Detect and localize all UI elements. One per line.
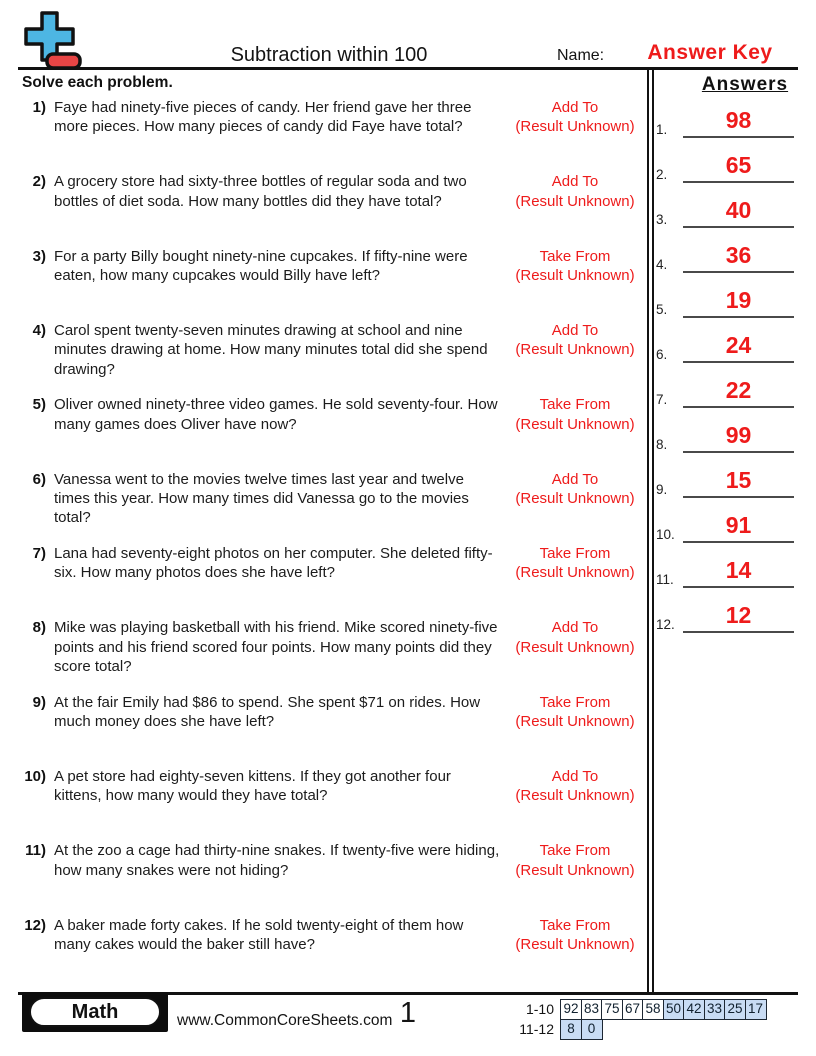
problem-row-4 xyxy=(22,321,648,395)
header-divider xyxy=(18,67,798,70)
answer-row-4 xyxy=(650,232,802,277)
answer-blank-line xyxy=(683,271,794,273)
answer-row-8 xyxy=(650,412,802,457)
problem-row-7 xyxy=(22,544,648,618)
answer-number: 2. xyxy=(656,167,668,182)
problem-row-3 xyxy=(22,247,648,321)
problem-type-label: Take From (Result Unknown) xyxy=(515,916,635,953)
answer-value: 19 xyxy=(725,287,752,313)
answer-row-2 xyxy=(650,142,802,187)
problem-number: 2) xyxy=(32,173,46,191)
problem-text: Carol spent twenty-seven minutes drawing at school and nine minutes drawing at home. How many minutes total did she spend drawing? xyxy=(54,321,488,378)
problems-list xyxy=(22,98,648,990)
website-url: www.CommonCoreSheets.com xyxy=(177,1012,393,1029)
score-cell: 8 xyxy=(560,1019,582,1040)
answer-number: 7. xyxy=(656,392,668,407)
answer-number: 12. xyxy=(656,617,675,632)
answer-value: 24 xyxy=(725,332,752,358)
instructions-text: Solve each problem. xyxy=(22,74,173,91)
answer-row-11 xyxy=(650,547,802,592)
score-cell: 17 xyxy=(745,999,767,1020)
answer-number: 5. xyxy=(656,302,668,317)
page-title: Subtraction within 100 xyxy=(230,44,428,66)
answer-row-6 xyxy=(650,322,802,367)
answer-blank-line xyxy=(683,136,794,138)
answer-blank-line xyxy=(683,361,794,363)
score-cell: 58 xyxy=(642,999,664,1020)
answer-value: 36 xyxy=(725,242,752,268)
score-cell: 83 xyxy=(581,999,603,1020)
problem-text: At the zoo a cage had thirty-nine snakes. If twenty-five were hiding, how many snakes were not hiding? xyxy=(54,842,500,879)
problem-row-10 xyxy=(22,767,648,841)
problem-text: For a party Billy bought ninety-nine cupcakes. If fifty-nine were eaten, how many cupcakes would Billy have left? xyxy=(54,247,468,284)
problem-text: Lana had seventy-eight photos on her computer. She deleted fifty-six. How many photos does she have left? xyxy=(54,544,493,582)
problem-type-label: Take From (Result Unknown) xyxy=(515,693,635,730)
problem-number: 12) xyxy=(24,916,46,934)
answer-row-5 xyxy=(650,277,802,322)
problem-text: At the fair Emily had $86 to spend. She spent $71 on rides. How much money does she have left? xyxy=(54,693,481,730)
answer-number: 3. xyxy=(656,212,668,227)
answer-blank-line xyxy=(683,631,794,633)
answer-row-9 xyxy=(650,457,802,502)
answers-list xyxy=(650,97,802,637)
problem-number: 6) xyxy=(32,470,46,488)
score-row-label: 1-10 xyxy=(525,1001,554,1017)
answer-blank-line xyxy=(683,451,794,453)
answer-number: 1. xyxy=(656,122,668,137)
problem-number: 5) xyxy=(32,396,46,414)
problem-text: A pet store had eighty-seven kittens. If they got another four kittens, how many would they have total? xyxy=(54,767,451,805)
problem-number: 10) xyxy=(24,767,46,785)
subject-badge xyxy=(22,992,168,1032)
score-cell: 92 xyxy=(560,999,582,1020)
problem-text: A grocery store had sixty-three bottles of regular soda and two bottles of diet soda. How many bottles did they have total? xyxy=(54,173,467,210)
problem-text: Oliver owned ninety-three video games. He sold seventy-four. How many games does Oliver have now? xyxy=(54,396,498,433)
answer-blank-line xyxy=(683,586,794,588)
answer-number: 9. xyxy=(656,482,668,497)
name-label: Name: xyxy=(557,47,605,64)
subject-label: Math xyxy=(29,997,161,1027)
problem-type-label: Add To (Result Unknown) xyxy=(515,619,635,656)
answer-row-10 xyxy=(650,502,802,547)
answer-blank-line xyxy=(683,181,794,183)
answer-value: 65 xyxy=(725,152,752,178)
answer-number: 6. xyxy=(656,347,668,362)
problem-row-12 xyxy=(22,916,648,990)
answer-blank-line xyxy=(683,226,794,228)
problem-type-label: Take From (Result Unknown) xyxy=(515,544,635,582)
problem-type-label: Add To (Result Unknown) xyxy=(515,173,635,210)
problem-text: Mike was playing basketball with his friend. Mike scored ninety-five points and his friend scored four points. How many points did they score total? xyxy=(54,619,498,675)
problem-row-11 xyxy=(22,841,648,915)
problem-number: 9) xyxy=(32,693,46,711)
answer-row-7 xyxy=(650,367,802,412)
problem-text: A baker made forty cakes. If he sold twenty-eight of them how many cakes would the baker still have? xyxy=(54,916,464,953)
problem-row-6 xyxy=(22,470,648,544)
answer-value: 14 xyxy=(725,557,752,583)
problem-row-9 xyxy=(22,693,648,767)
score-row-2 xyxy=(498,1019,767,1040)
problem-number: 7) xyxy=(32,544,46,562)
score-table xyxy=(498,999,767,1040)
problem-type-label: Add To (Result Unknown) xyxy=(515,99,635,136)
score-cell: 25 xyxy=(724,999,746,1020)
problem-type-label: Take From (Result Unknown) xyxy=(515,396,635,433)
score-row-label: 11-12 xyxy=(519,1020,554,1037)
answer-number: 11. xyxy=(656,572,674,587)
problem-text: Vanessa went to the movies twelve times last year and twelve times this year. How many times did Vanessa go to the movies total? xyxy=(54,470,469,527)
answer-value: 40 xyxy=(725,197,752,223)
answer-value: 22 xyxy=(725,377,752,403)
answers-title: Answers xyxy=(701,74,789,95)
score-cell: 0 xyxy=(581,1019,603,1040)
problem-row-8 xyxy=(22,618,648,692)
score-cell: 50 xyxy=(663,999,685,1020)
problem-number: 11) xyxy=(25,842,46,860)
answer-row-12 xyxy=(650,592,802,637)
problem-type-label: Add To (Result Unknown) xyxy=(515,321,635,359)
problem-type-label: Add To (Result Unknown) xyxy=(515,767,635,805)
answer-value: 99 xyxy=(725,422,752,448)
answer-value: 91 xyxy=(725,512,752,538)
answer-row-3 xyxy=(650,187,802,232)
answer-blank-line xyxy=(683,496,794,498)
problem-type-label: Take From (Result Unknown) xyxy=(515,842,635,879)
problem-row-1 xyxy=(22,98,648,172)
page-number: 1 xyxy=(399,997,417,1029)
answer-value: 12 xyxy=(725,602,752,628)
problem-row-2 xyxy=(22,172,648,246)
answer-blank-line xyxy=(683,541,794,543)
answer-row-1 xyxy=(650,97,802,142)
answer-number: 10. xyxy=(656,527,675,542)
answer-value: 98 xyxy=(725,107,752,133)
problem-number: 3) xyxy=(32,247,46,265)
problem-number: 1) xyxy=(32,99,46,116)
answer-number: 8. xyxy=(656,437,668,452)
score-cell: 33 xyxy=(704,999,726,1020)
score-cell: 75 xyxy=(601,999,623,1020)
problem-type-label: Take From (Result Unknown) xyxy=(515,247,635,284)
problem-number: 4) xyxy=(32,321,46,339)
answer-number: 4. xyxy=(656,257,668,272)
problem-row-5 xyxy=(22,395,648,469)
score-cell: 67 xyxy=(622,999,644,1020)
answer-blank-line xyxy=(683,406,794,408)
score-cell: 42 xyxy=(683,999,705,1020)
problem-number: 8) xyxy=(32,619,46,637)
problem-text: Faye had ninety-five pieces of candy. Her friend gave her three more pieces. How many pieces of candy did Faye have total? xyxy=(54,99,472,136)
problem-type-label: Add To (Result Unknown) xyxy=(515,470,635,507)
answer-key-text: Answer Key xyxy=(647,41,773,64)
score-row-1 xyxy=(498,999,767,1020)
answer-value: 15 xyxy=(725,467,752,493)
answer-blank-line xyxy=(683,316,794,318)
